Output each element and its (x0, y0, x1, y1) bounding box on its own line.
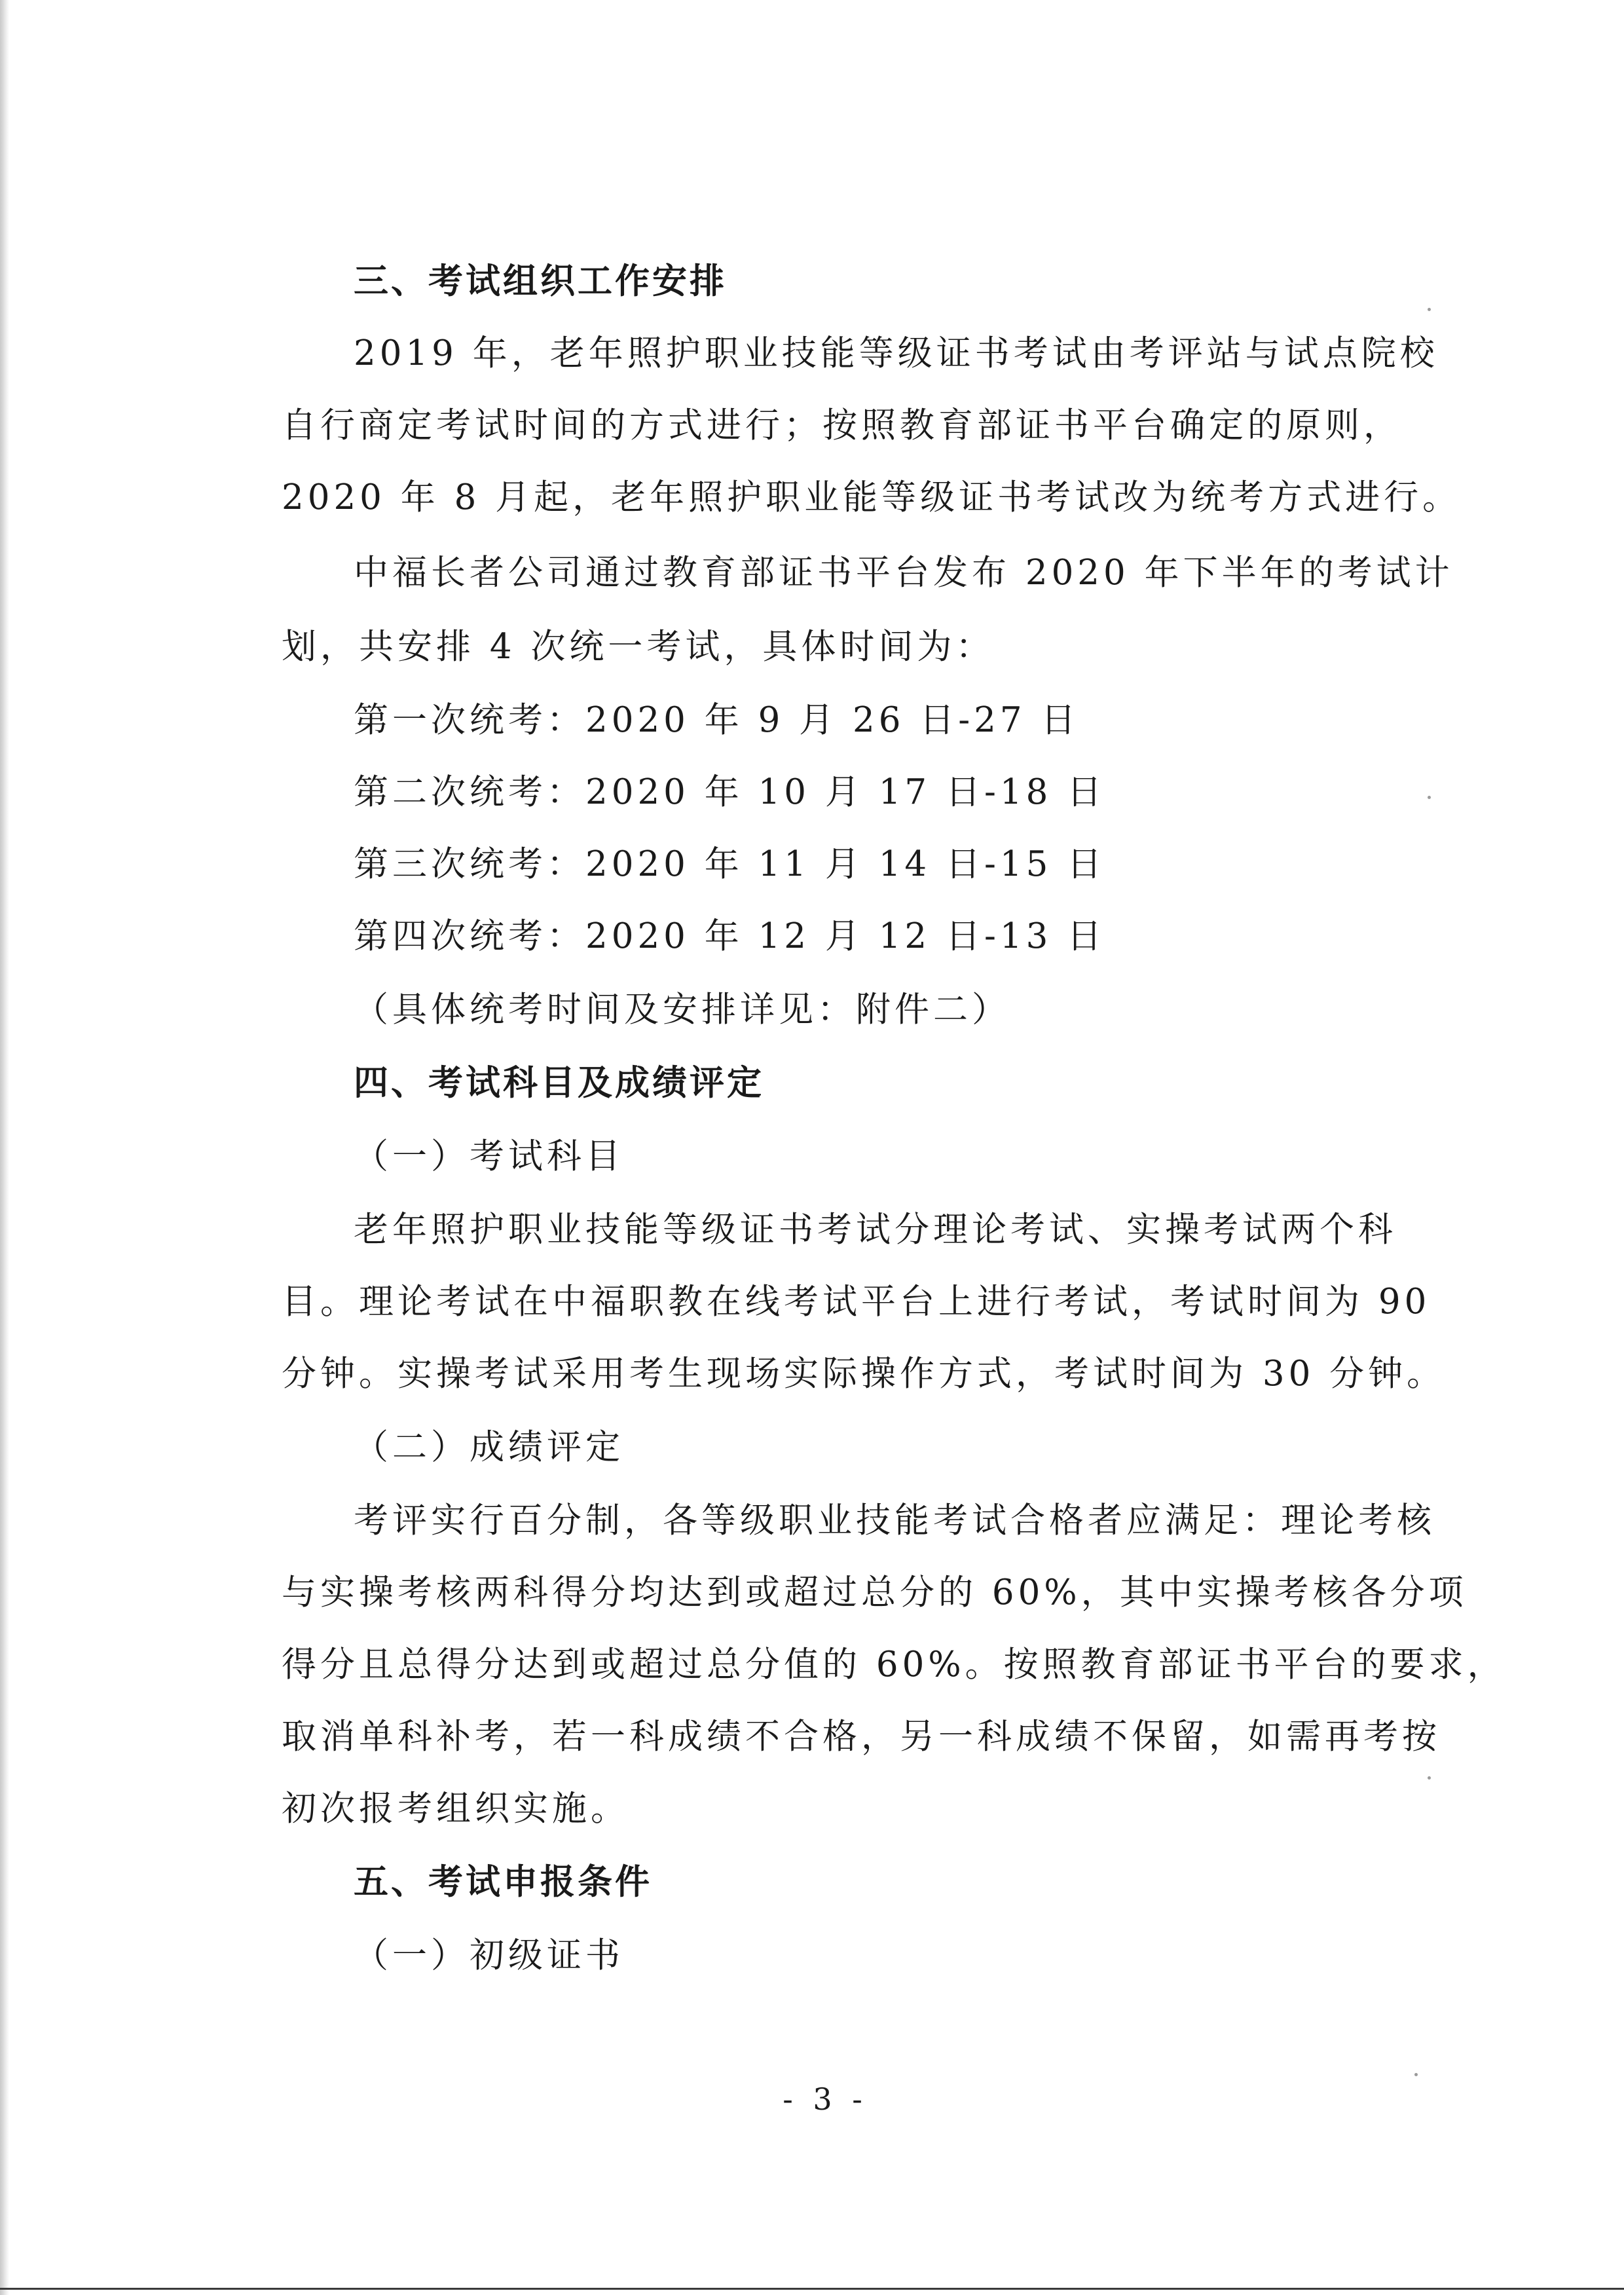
exam-date-2: 第二次统考：2020 年 10 月 17 日-18 日 (354, 772, 1106, 812)
paragraph-line: 自行商定考试时间的方式进行；按照教育部证书平台确定的原则， (282, 405, 1402, 445)
exam-date-3: 第三次统考：2020 年 11 月 14 日-15 日 (354, 844, 1106, 884)
scan-edge-shadow (0, 0, 9, 2295)
section-heading-5: 五、考试申报条件 (354, 1862, 652, 1902)
subheading-score-evaluation: （二）成绩评定 (354, 1427, 624, 1467)
paragraph-line: 初次报考组织实施。 (282, 1789, 629, 1829)
scan-speck (1414, 2073, 1418, 2076)
subheading-exam-subjects: （一）考试科目 (354, 1136, 624, 1176)
attachment-note: （具体统考时间及安排详见：附件二） (354, 990, 1010, 1030)
exam-date-1: 第一次统考：2020 年 9 月 26 日-27 日 (354, 700, 1080, 740)
section-heading-3: 三、考试组织工作安排 (354, 261, 727, 301)
scan-speck (1428, 308, 1431, 311)
paragraph-line: 考评实行百分制，各等级职业技能考试合格者应满足：理论考核 (354, 1501, 1435, 1540)
paragraph-line: 划，共安排 4 次统一考试，具体时间为： (282, 627, 995, 667)
paragraph-line: 目。理论考试在中福职教在线考试平台上进行考试，考试时间为 90 (282, 1282, 1431, 1322)
paragraph-line: 得分且总得分达到或超过总分值的 60%。按照教育部证书平台的要求， (282, 1645, 1506, 1685)
section-heading-4: 四、考试科目及成绩评定 (354, 1063, 764, 1103)
paragraph-line: 2020 年 8 月起，老年照护职业能等级证书考试改为统考方式进行。 (282, 477, 1462, 517)
scan-bottom-edge (0, 2288, 1624, 2290)
scan-speck (1428, 1776, 1431, 1780)
scan-speck (1428, 796, 1431, 799)
paragraph-line: 2019 年，老年照护职业技能等级证书考试由考评站与试点院校 (354, 333, 1439, 373)
paragraph-line: 取消单科补考，若一科成绩不合格，另一科成绩不保留，如需再考按 (282, 1717, 1441, 1757)
exam-date-4: 第四次统考：2020 年 12 月 12 日-13 日 (354, 916, 1106, 956)
paragraph-line: 中福长者公司通过教育部证书平台发布 2020 年下半年的考试计 (354, 553, 1454, 593)
subheading-junior-certificate: （一）初级证书 (354, 1935, 624, 1975)
page-number: - 3 - (783, 2081, 868, 2117)
paragraph-line: 分钟。实操考试采用考生现场实际操作方式，考试时间为 30 分钟。 (282, 1354, 1446, 1394)
paragraph-line: 老年照护职业技能等级证书考试分理论考试、实操考试两个科 (354, 1210, 1397, 1250)
paragraph-line: 与实操考核两科得分均达到或超过总分的 60%，其中实操考核各分项 (282, 1573, 1467, 1613)
